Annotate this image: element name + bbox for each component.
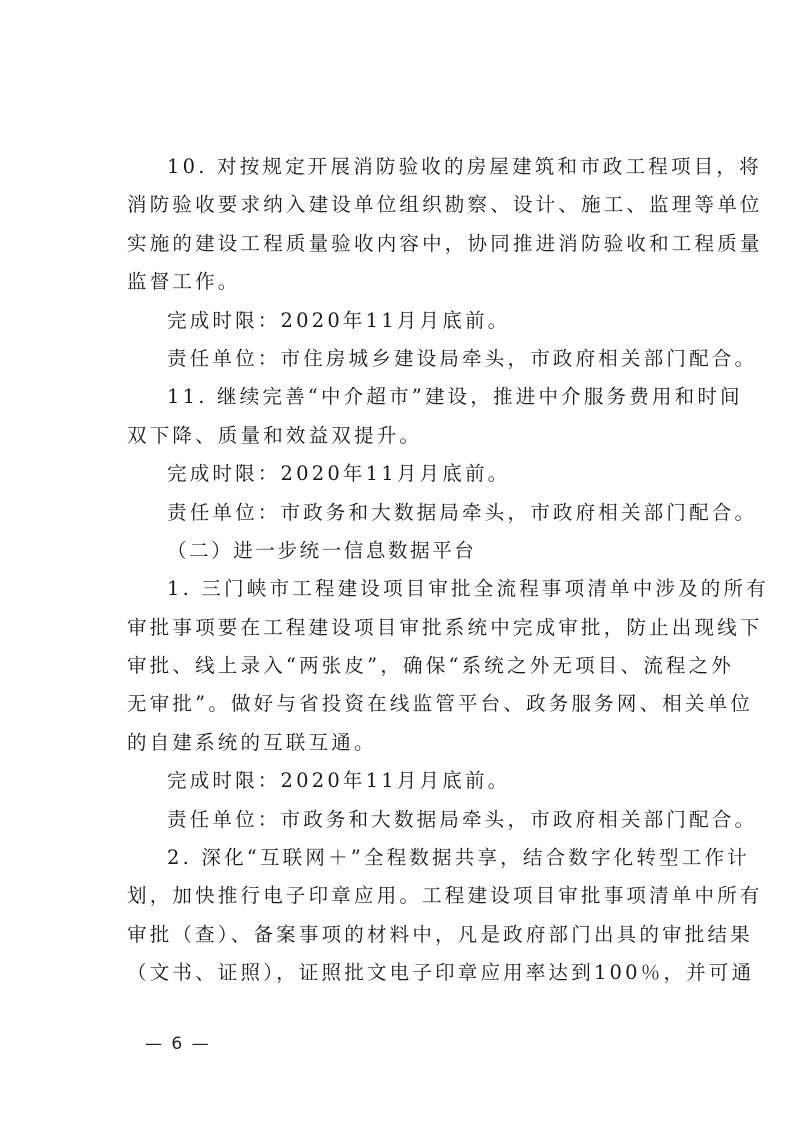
paragraph-sec2-item-1-line-5: 的自建系统的互联互通。 [127, 730, 377, 754]
document-body [127, 148, 769, 993]
paragraph-item-10-line-1: 10. 对按规定开展消防验收的房屋建筑和市政工程项目，将 [167, 155, 762, 178]
paragraph-sec2-item-1-line-2: 审批事项要在工程建设项目审批系统中完成审批，防止出现线下 [127, 615, 763, 639]
paragraph-sec2-item-2-line-2: 划，加快推行电子印章应用。工程建设项目审批事项清单中所有 [127, 884, 763, 908]
page-number: — 6 — [145, 1034, 211, 1054]
paragraph-sec2-item-1-line-1: 1. 三门峡市工程建设项目审批全流程事项清单中涉及的所有 [167, 577, 769, 601]
paragraph-item-10-line-4: 监督工作。 [127, 270, 241, 294]
section-heading-2: （二）进一步统一信息数据平台 [167, 538, 477, 562]
deadline-sec2-item-1: 完成时限：2020年11月月底前。 [167, 769, 511, 793]
responsible-unit-sec2-item-1: 责任单位：市政务和大数据局牵头，市政府相关部门配合。 [167, 807, 758, 831]
responsible-unit-item-11: 责任单位：市政务和大数据局牵头，市政府相关部门配合。 [167, 500, 758, 524]
deadline-item-11: 完成时限：2020年11月月底前。 [167, 462, 511, 486]
paragraph-sec2-item-2-line-1: 2. 深化“互联网＋”全程数据共享，结合数字化转型工作计 [167, 846, 750, 870]
paragraph-item-11-line-2: 双下降、质量和效益双提升。 [127, 423, 423, 447]
responsible-unit-item-10: 责任单位：市住房城乡建设局牵头，市政府相关部门配合。 [167, 346, 758, 370]
paragraph-sec2-item-2-line-4: （文书、证照），证照批文电子印章应用率达到100％，并可通 [127, 961, 755, 985]
paragraph-sec2-item-1-line-4: 无审批”。做好与省投资在线监管平台、政务服务网、相关单位 [127, 692, 754, 716]
paragraph-item-10-line-3: 实施的建设工程质量验收内容中，协同推进消防验收和工程质量 [127, 231, 763, 255]
deadline-item-10: 完成时限：2020年11月月底前。 [167, 308, 511, 332]
paragraph-sec2-item-1-line-3: 审批、线上录入“两张皮”，确保“系统之外无项目、流程之外 [127, 654, 735, 678]
paragraph-item-11-line-1: 11. 继续完善“中介超市”建设，推进中介服务费用和时间 [167, 385, 743, 409]
paragraph-item-10-line-2: 消防验收要求纳入建设单位组织勘察、设计、施工、监理等单位 [127, 193, 763, 217]
paragraph-sec2-item-2-line-3: 审批（查）、备案事项的材料中，凡是政府部门出具的审批结果 [127, 922, 753, 946]
